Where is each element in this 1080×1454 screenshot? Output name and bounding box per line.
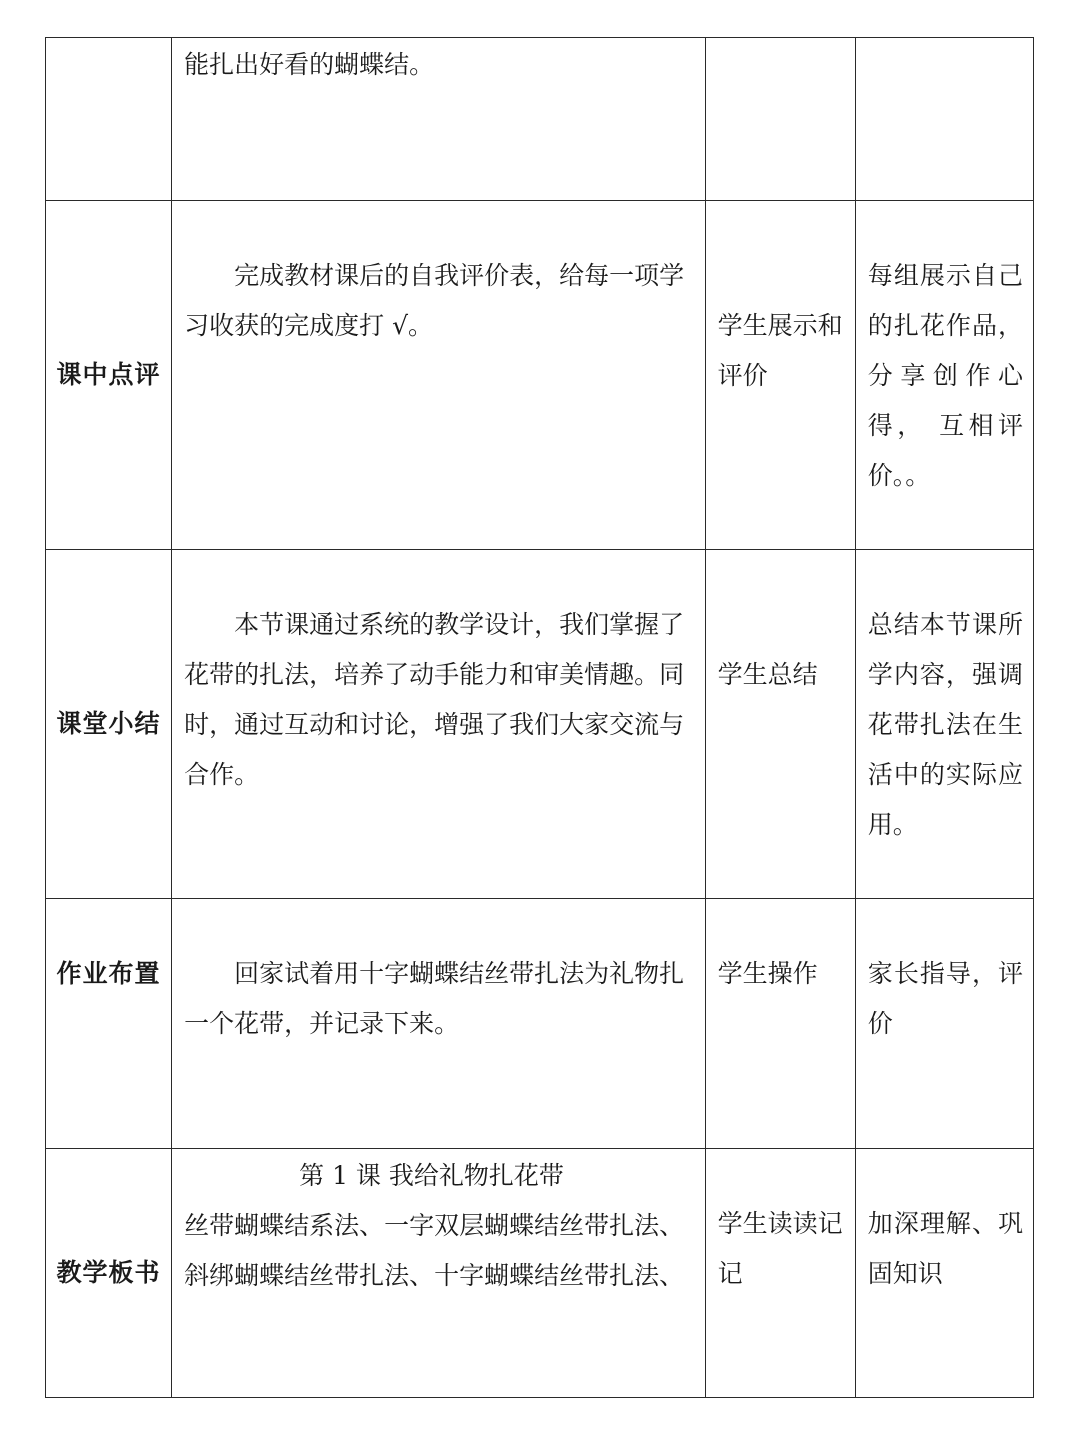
- design-intent-cell: [855, 550, 1033, 899]
- design-intent-text: 总结本节课所学内容，强调花带扎法在生活中的实际应用。: [867, 610, 1023, 839]
- content-cell: [172, 1149, 706, 1398]
- content-cell: [172, 550, 706, 899]
- table-row: [46, 550, 1034, 899]
- student-activity-text: 学生展示和评价: [717, 311, 843, 390]
- student-activity-text: 学生操作: [717, 959, 818, 988]
- table-row: [46, 201, 1034, 550]
- content-text: 回家试着用十字蝴蝶结丝带扎法为礼物扎一个花带，并记录下来。: [184, 959, 685, 1038]
- board-title: 第 1 课 我给礼物扎花带: [299, 1161, 564, 1190]
- row-label-cell: [46, 899, 172, 1149]
- table-row: [46, 1149, 1034, 1398]
- student-activity-cell: [705, 1149, 855, 1398]
- content-text: 能扎出好看的蝴蝶结。: [184, 50, 435, 79]
- row-label: 课堂小结: [56, 709, 161, 738]
- row-label-cell: [46, 201, 172, 550]
- student-activity-cell: [705, 899, 855, 1149]
- content-cell: [172, 38, 706, 201]
- content-cell: [172, 201, 706, 550]
- content-text: 完成教材课后的自我评价表，给每一项学习收获的完成度打 √。: [184, 261, 685, 340]
- design-intent-text: 每组展示自己的扎花作品，分享创作心得， 互相评价。。: [867, 261, 1023, 490]
- content-cell: [172, 899, 706, 1149]
- design-intent-cell: [855, 201, 1033, 550]
- design-intent-cell: [855, 899, 1033, 1149]
- table-row: [46, 899, 1034, 1149]
- row-label-cell: [46, 1149, 172, 1398]
- row-label: 教学板书: [56, 1258, 161, 1287]
- content-text: 丝带蝴蝶结系法、一字双层蝴蝶结丝带扎法、斜绑蝴蝶结丝带扎法、十字蝴蝶结丝带扎法、: [184, 1211, 685, 1290]
- student-activity-cell: [705, 38, 855, 201]
- student-activity-cell: [705, 201, 855, 550]
- design-intent-text: 加深理解、巩固知识: [867, 1209, 1023, 1288]
- student-activity-text: 学生总结: [717, 660, 818, 689]
- row-label-cell: [46, 550, 172, 899]
- design-intent-text: 家长指导，评价: [867, 959, 1023, 1038]
- student-activity-text: 学生读读记记: [717, 1209, 843, 1288]
- content-text: 本节课通过系统的教学设计，我们掌握了花带的扎法，培养了动手能力和审美情趣。同时，通过互动和讨论，增强了我们大家交流与合作。: [184, 610, 685, 789]
- table-row: [46, 38, 1034, 201]
- row-label: 作业布置: [56, 959, 161, 988]
- lesson-plan-table: [45, 37, 1034, 1398]
- row-label-cell: [46, 38, 172, 201]
- student-activity-cell: [705, 550, 855, 899]
- design-intent-cell: [855, 1149, 1033, 1398]
- design-intent-cell: [855, 38, 1033, 201]
- row-label: 课中点评: [56, 360, 161, 389]
